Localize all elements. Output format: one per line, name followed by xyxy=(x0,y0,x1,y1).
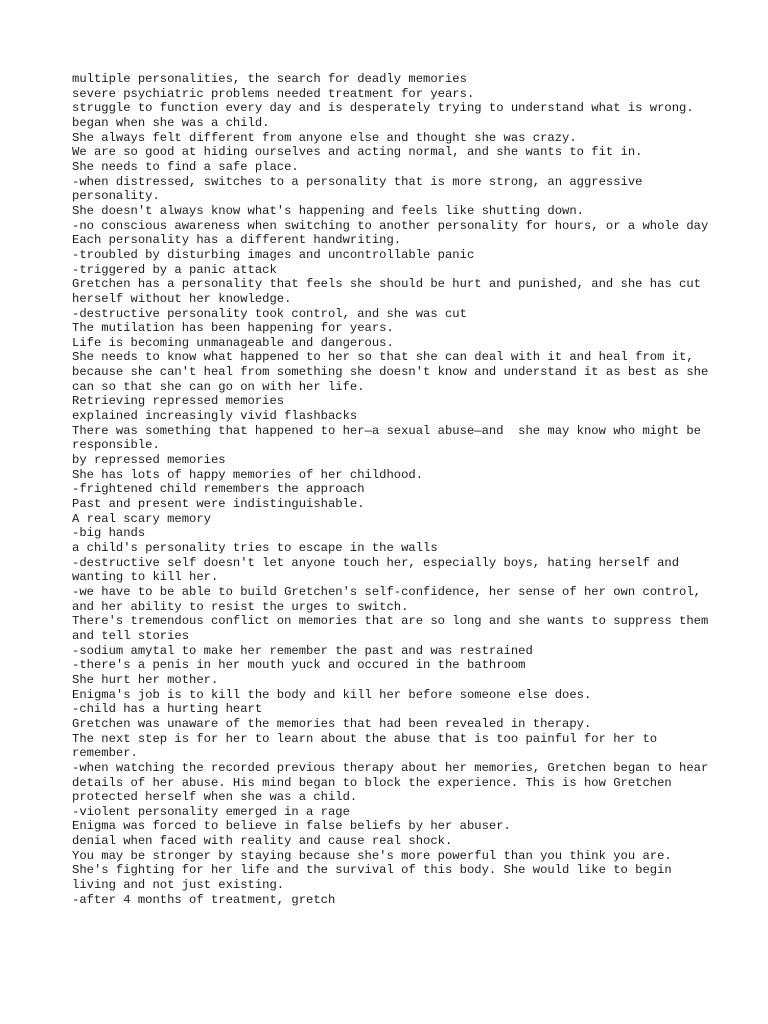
text-line: She has lots of happy memories of her childhood. xyxy=(72,467,424,482)
text-line: -no conscious awareness when switching to another personality for hours, or a whole day xyxy=(72,218,709,233)
text-line: by repressed memories xyxy=(72,453,226,468)
text-line: You may be stronger by staying because she's more powerful than you think you are. xyxy=(72,848,672,863)
text-line: explained increasingly vivid flashbacks xyxy=(72,409,358,424)
text-line: There's tremendous conflict on memories that are so long and she wants to suppress them and tell stories xyxy=(72,614,716,643)
text-line: severe psychiatric problems needed treatment for years. xyxy=(72,86,475,101)
text-line: She's fighting for her life and the survival of this body. She would like to begin living and not just existing. xyxy=(72,863,680,893)
text-line: She hurt her mother. xyxy=(72,672,219,687)
text-line: There was something that happened to her—a sexual abuse—and she may know who might be responsible. xyxy=(72,423,709,453)
text-line: The mutilation has been happening for years. xyxy=(72,321,394,336)
text-line: Retrieving repressed memories xyxy=(72,394,285,409)
text-line: A real scary memory xyxy=(72,511,211,526)
document-page xyxy=(72,72,716,907)
text-line: -when watching the recorded previous therapy about her memories, Gretchen began to hear details of her abuse. His mind began to block the experience. This is how Gretchen protected herself when she was a child. xyxy=(72,760,716,805)
text-line: She always felt different from anyone else and thought she was crazy. xyxy=(72,130,577,145)
text-line: Enigma's job is to kill the body and kill her before someone else does. xyxy=(72,687,592,702)
text-line: denial when faced with reality and cause real shock. xyxy=(72,834,453,849)
text-line: Gretchen was unaware of the memories that had been revealed in therapy. xyxy=(72,716,592,731)
text-line: began when she was a child. xyxy=(72,115,270,130)
text-line: -violent personality emerged in a rage xyxy=(72,804,350,819)
text-line: multiple personalities, the search for deadly memories xyxy=(72,72,467,86)
text-line: -big hands xyxy=(72,526,146,541)
text-line: The next step is for her to learn about the abuse that is too painful for her to remember. xyxy=(72,731,665,761)
text-line: -troubled by disturbing images and uncontrollable panic xyxy=(72,247,475,262)
text-line: -we have to be able to build Gretchen's self-confidence, her sense of her own control, and her ability to resist the urges to switch. xyxy=(72,584,709,614)
text-line: She doesn't always know what's happening and feels like shutting down. xyxy=(72,203,584,218)
text-line: -when distressed, switches to a personality that is more strong, an aggressive personality. xyxy=(72,174,650,204)
text-line: -frightened child remembers the approach xyxy=(72,482,365,497)
text-line: Life is becoming unmanageable and dangerous. xyxy=(72,335,394,350)
text-line: -sodium amytal to make her remember the past and was restrained xyxy=(72,643,533,658)
text-line: -child has a hurting heart xyxy=(72,702,263,717)
text-line: -destructive personality took control, and she was cut xyxy=(72,306,467,321)
text-line: -triggered by a panic attack xyxy=(72,262,277,277)
text-line: We are so good at hiding ourselves and acting normal, and she wants to fit in. xyxy=(72,145,643,160)
text-line: -after 4 months of treatment, gretch xyxy=(72,892,336,907)
text-line: She needs to know what happened to her so that she can deal with it and heal from it, because she can't heal from something she doesn't know and understand it as best as she can so that she can go on with her life. xyxy=(72,350,716,394)
text-line: Gretchen has a personality that feels she should be hurt and punished, and she has cut herself without her knowledge. xyxy=(72,277,709,306)
text-line: She needs to find a safe place. xyxy=(72,159,299,174)
text-line: struggle to function every day and is desperately trying to understand what is wrong. xyxy=(72,101,694,116)
text-line: Each personality has a different handwriting. xyxy=(72,233,402,248)
text-line: -destructive self doesn't let anyone touch her, especially boys, hating herself and wanting to kill her. xyxy=(72,555,687,585)
text-line: Enigma was forced to believe in false beliefs by her abuser. xyxy=(72,819,511,834)
text-line: -there's a penis in her mouth yuck and occured in the bathroom xyxy=(72,658,526,673)
text-line: a child's personality tries to escape in the walls xyxy=(72,541,438,555)
text-line: Past and present were indistinguishable. xyxy=(72,497,365,512)
